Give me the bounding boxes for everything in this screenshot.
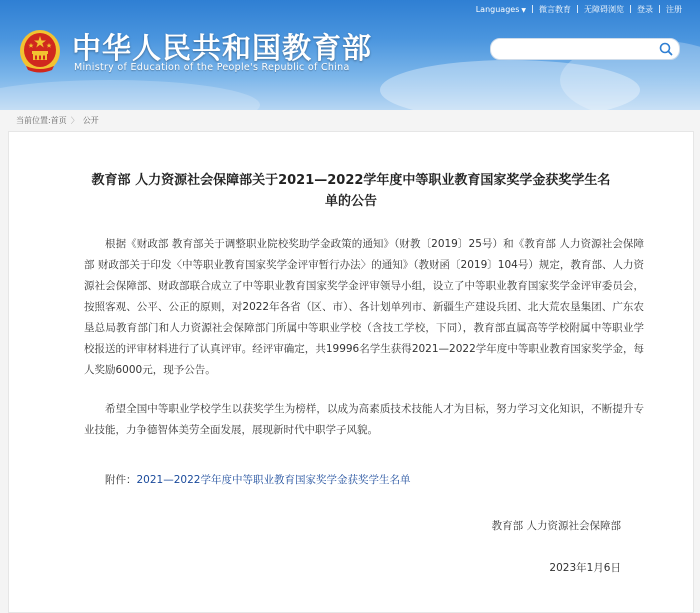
article-title-line2: 单的公告 (324, 194, 377, 209)
caret-down-icon: ▼ (521, 6, 526, 14)
search-input[interactable] (499, 41, 653, 59)
breadcrumb-public-link[interactable]: 公开 (82, 115, 99, 125)
article-paragraph-2: 希望全国中等职业学校学生以获奖学生为榜样，以成为高素质技术技能人才为目标，努力学习文化知识，不断提升专业技能，力争德智体美劳全面发展，展现新时代中职学子风貌。 (84, 403, 644, 436)
site-header (0, 0, 700, 110)
article-paragraph-1: 根据《财政部 教育部关于调整职业院校奖助学金政策的通知》（财教〔2019〕25号）和《教育部 人力资源社会保障部 财政部关于印发〈中等职业教育国家奖学金评审暂行办法〉的通知》（教财函〔2019〕104号）规定，教育部、人力资源社会保障部、财政部联合成立了中等职业教育国家奖学金评审领导小组，设立了中等职业教育国家奖学金评审委员会，按照客观、公平、公正的原则，对2022年各省（区、市）、各计划单列市、新疆生产建设兵团、北大荒农垦集团、广东农垦总局教育部门和人力资源社会保障部门所属中等职业学校（含技工学校，下同），教育部直属高等学校附属中等职业学校报送的评审材料进行了认真评审。经评审确定，共19996名学生获得2021—2022学年度中等职业教育国家奖学金，每人奖励6000元，现予公告。 (84, 238, 644, 376)
search-icon[interactable] (658, 41, 674, 57)
top-links-bar (470, 2, 688, 16)
article-signature: 教育部 人力资源社会保障部 (491, 520, 621, 532)
header-cloud (0, 80, 260, 110)
attachment-link[interactable]: 2021—2022学年度中等职业教育国家奖学金获奖学生名单 (136, 474, 411, 486)
attachment-line (105, 470, 410, 491)
breadcrumb-prefix: 当前位置: (16, 115, 51, 125)
search-box (490, 38, 680, 60)
attachment-label: 附件： (105, 474, 137, 486)
top-link-register[interactable]: 注册 (666, 4, 682, 14)
top-link-languages[interactable]: Languages ▼ (475, 4, 526, 14)
site-subtitle: Ministry of Education of the People's Republic of China (74, 62, 350, 73)
top-link-login[interactable]: 登录 (637, 4, 653, 14)
breadcrumb-home-link[interactable]: 首页 (50, 115, 67, 125)
breadcrumb-separator: 〉 (70, 115, 79, 125)
breadcrumb (16, 113, 99, 127)
article-title (39, 170, 663, 212)
top-link-accessibility[interactable]: 无障碍浏览 (584, 4, 624, 14)
top-link-weiyan[interactable]: 微言教育 (539, 4, 571, 14)
site-title[interactable]: 中华人民共和国教育部 (72, 31, 373, 65)
article-container (8, 131, 694, 613)
article-date: 2023年1月6日 (549, 562, 621, 574)
article-title-line1: 教育部 人力资源社会保障部关于2021—2022学年度中等职业教育国家奖学金获奖学生名 (91, 173, 611, 188)
national-emblem-icon[interactable] (18, 26, 62, 74)
